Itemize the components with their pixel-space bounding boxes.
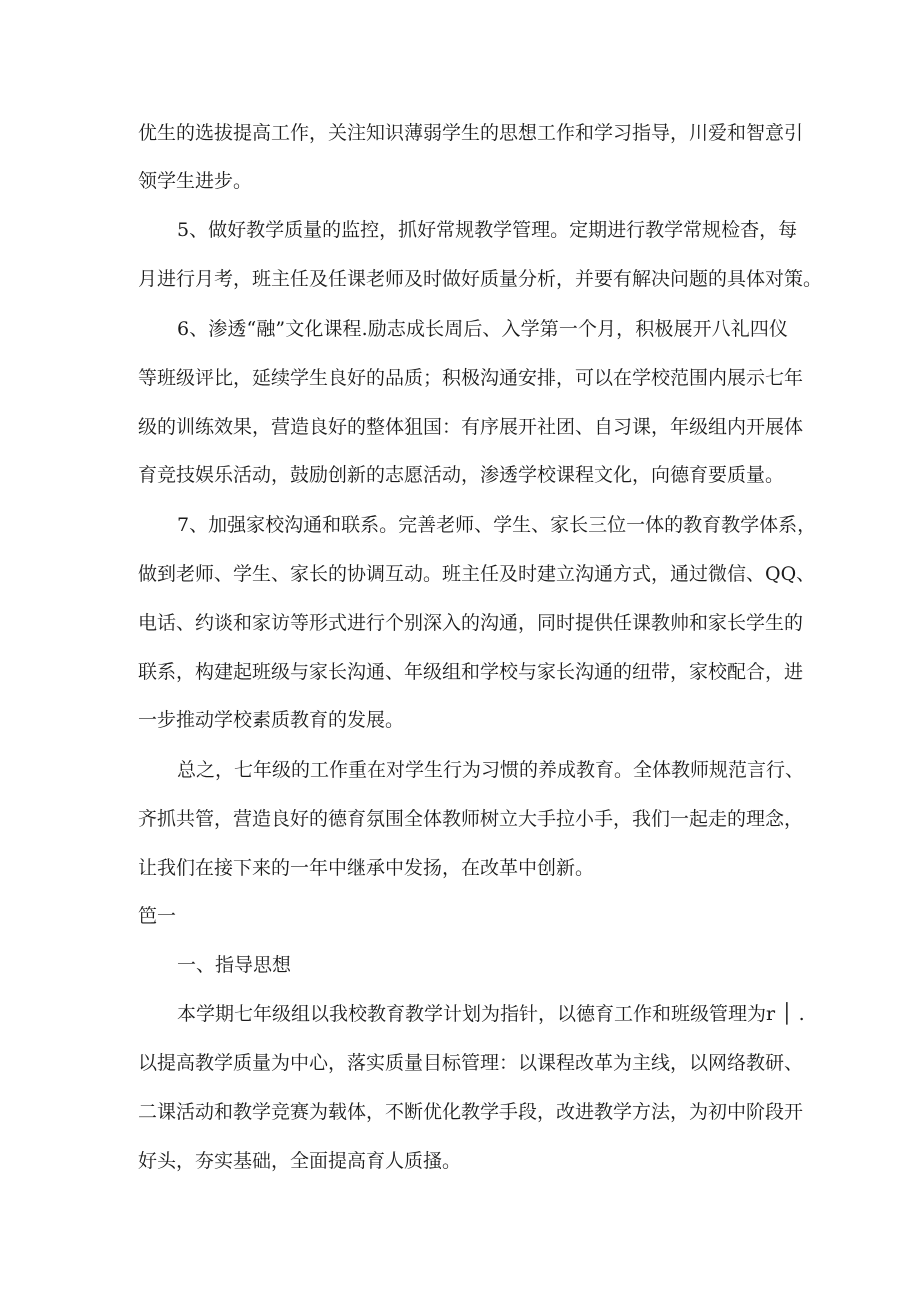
paragraph-line: 一步推动学校素质教育的发展。 bbox=[138, 709, 405, 731]
paragraph-line: 本学期七年级组以我校教育教学计划为指针，以德育工作和班级管理为r │ . bbox=[177, 1003, 805, 1025]
paragraph-line: 齐抓共管，营造良好的德育氛围全体教师树立大手拉小手，我们一起走的理念， bbox=[138, 808, 804, 830]
paragraph-line: 以提高教学质量为中心，落实质量目标管理：以课程改革为主线，以网络教研、 bbox=[138, 1052, 804, 1074]
paragraph-line: 总之，七年级的工作重在对学生行为习惯的养成教育。全体教师规范言行、 bbox=[177, 759, 805, 781]
paragraph-line: 月进行月考，班主任及任课老师及时做好质量分析，并要有解决问题的具体对策。 bbox=[138, 268, 823, 290]
paragraph-line: 电话、约谈和家访等形式进行个别深入的沟通，同时提供任课教帅和家长学生的 bbox=[138, 612, 804, 634]
section-heading: 笆一 bbox=[138, 905, 177, 927]
paragraph-line: 好头，夯实基础，全面提高育人质搔。 bbox=[138, 1150, 462, 1172]
paragraph-line: 等班级评比，延续学生良好的品质；积极沟通安排，可以在学校范围内展示七年 bbox=[138, 367, 804, 389]
paragraph-line: 优生的选拔提高工作，关注知识薄弱学生的思想工作和学习指导，川爱和智意引 bbox=[138, 122, 804, 144]
paragraph-line: 5、做好教学质量的监控，抓好常规教学管理。定期进行教学常规检杳，每 bbox=[177, 219, 798, 241]
paragraph-line: 7、加强家校沟通和联系。完善老师、学生、家长三位一体的教育教学体系， bbox=[177, 514, 817, 536]
paragraph-line: 二课活动和教学竞赛为载体，不断优化教学手段，改进教学方法，为初中阶段开 bbox=[138, 1101, 804, 1123]
paragraph-line: 联系，构建起班级与家长沟通、年级组和学校与家长沟通的纽带，家校配合，进 bbox=[138, 661, 804, 683]
paragraph-line: 做到老师、学生、家长的协调互动。班主任及时建立沟通方式，通过微信、QQ、 bbox=[138, 563, 816, 585]
paragraph-line: 育竞技娱乐活动，鼓励创新的志愿活动，渗透学校课程文化，向德育要质量。 bbox=[138, 464, 785, 486]
paragraph-line: 让我们在接下来的一年中继承中发扬，在改革中创新。 bbox=[138, 857, 595, 879]
subsection-heading: 一、指导思想 bbox=[177, 954, 292, 976]
paragraph-line: 领学生进步。 bbox=[138, 170, 253, 192]
paragraph-line: 级的训练效果，营造良好的整体狙国：有序展开社团、自习课，年级组内开展体 bbox=[138, 416, 804, 438]
paragraph-line: 6、渗透“融”文化课程.励志成长周后、入学第一个月，积极展开八礼四仪 bbox=[177, 318, 788, 340]
